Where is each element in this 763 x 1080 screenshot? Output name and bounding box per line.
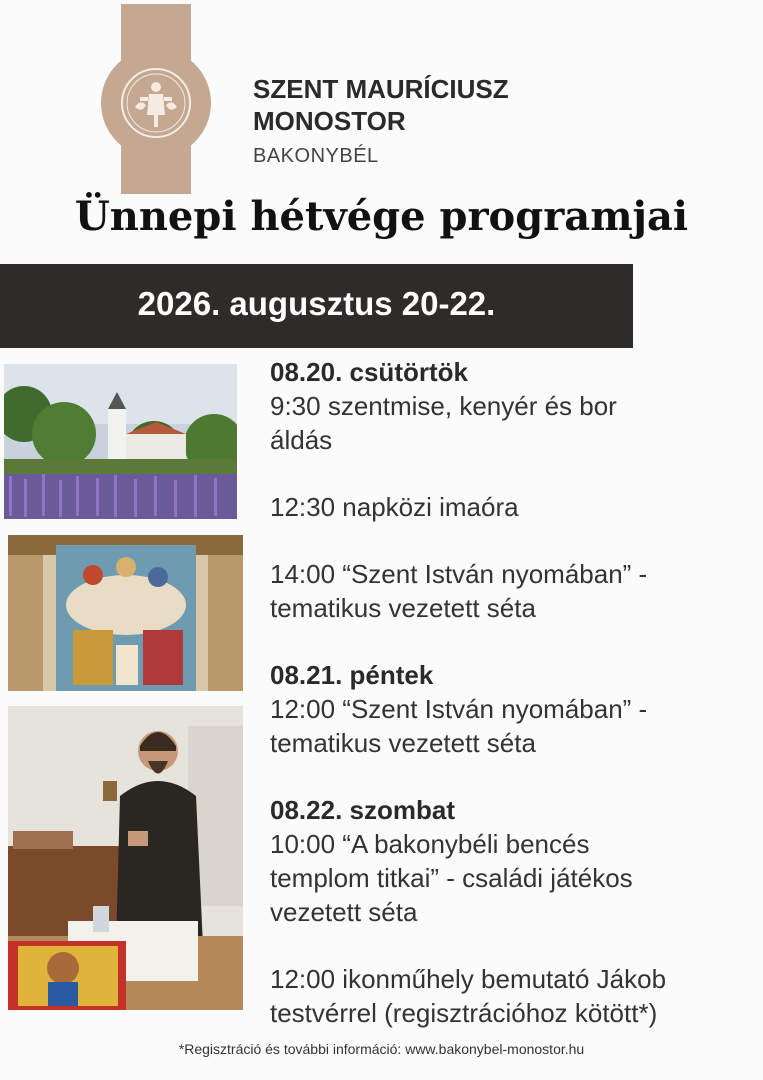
program-item: 12:30 napközi imaóra: [270, 492, 519, 522]
date-banner-text: 2026. augusztus 20-22.: [137, 285, 496, 322]
monk-icon-workshop-photo: [8, 706, 243, 1010]
org-name: [253, 73, 573, 137]
program-item: 9:30 szentmise, kenyér és bor áldás: [270, 391, 617, 455]
program-item: 12:00 “Szent István nyomában” - tematikus vezetett séta: [270, 694, 648, 758]
day-heading: 08.21. péntek: [270, 660, 434, 690]
schedule: [270, 355, 750, 1030]
day-heading: 08.22. szombat: [270, 795, 455, 825]
org-name-line2: MONOSTOR: [253, 106, 406, 136]
footnote: *Regisztráció és további információ: www.bakonybel-monostor.hu: [178, 1041, 585, 1057]
altar-painting-photo: [8, 535, 243, 691]
program-item: 14:00 “Szent István nyomában” - tematikus vezetett séta: [270, 559, 648, 623]
org-name-line1: SZENT MAURÍCIUSZ: [253, 74, 509, 104]
program-item: 12:00 ikonműhely bemutató Jákob testvérrel (regisztrációhoz kötött*): [270, 964, 667, 1028]
seal-icon: [120, 67, 192, 139]
page-title: Ünnepi hétvége programjai: [74, 193, 689, 240]
program-item: 10:00 “A bakonybéli bencés templom titkai” - családi játékos vezetett séta: [270, 829, 633, 927]
org-place: BAKONYBÉL: [253, 145, 379, 167]
church-lavender-photo: [4, 364, 237, 519]
day-heading: 08.20. csütörtök: [270, 357, 468, 387]
